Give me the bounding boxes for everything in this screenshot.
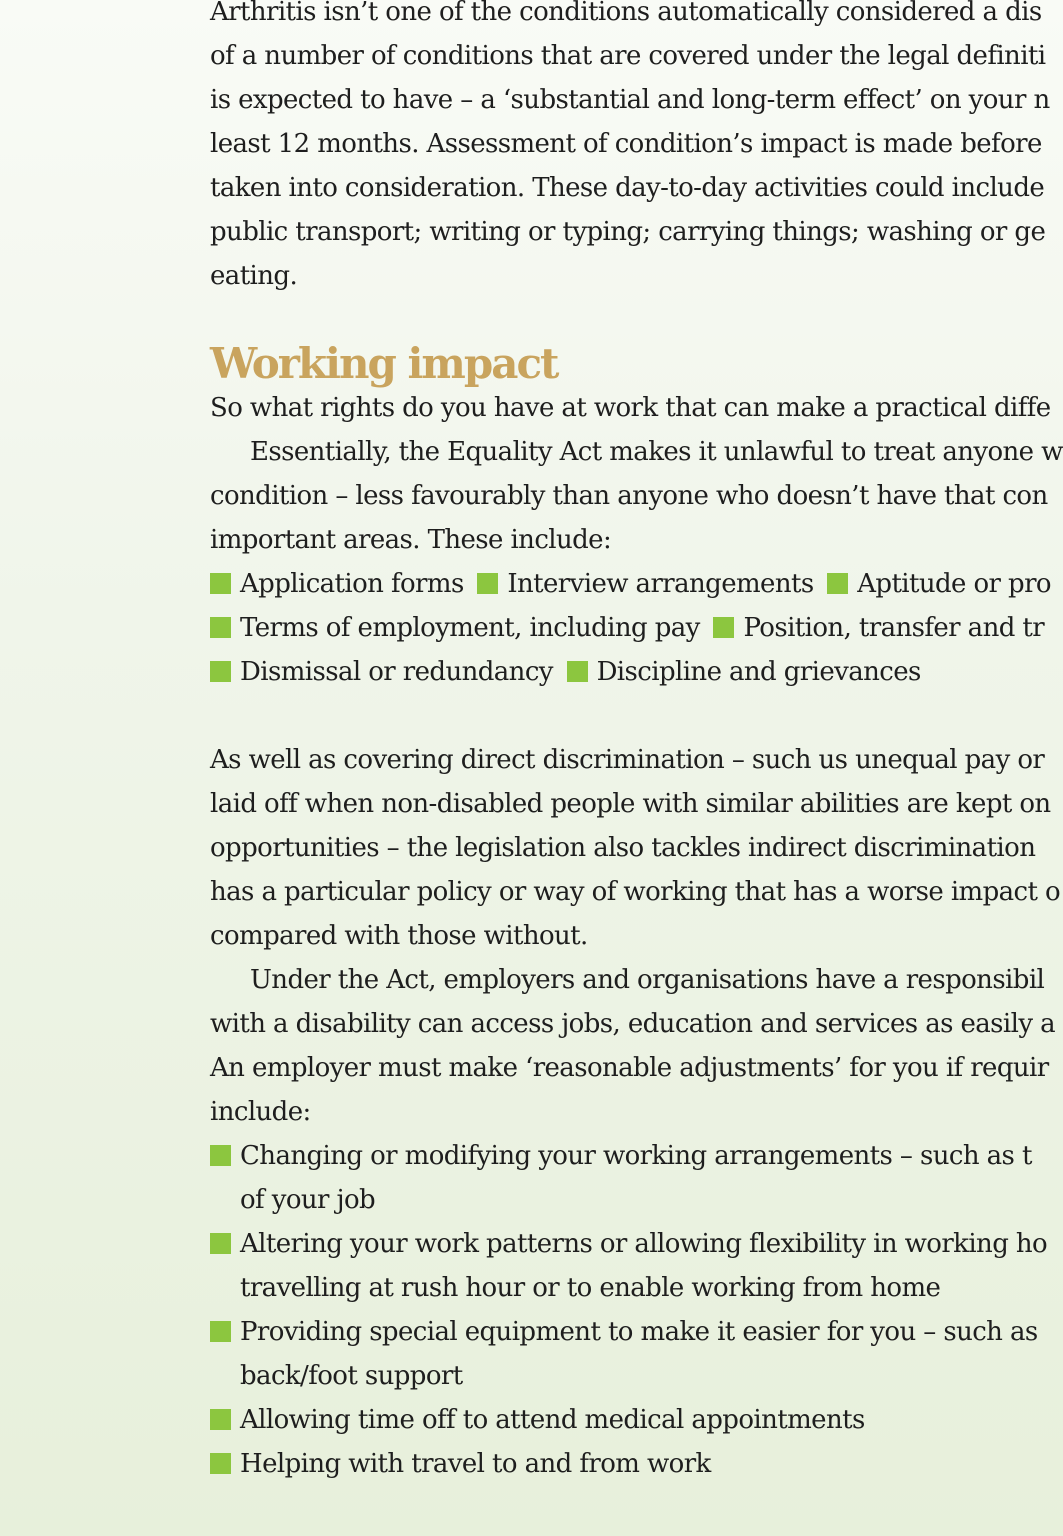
text-line: condition – less favourably than anyone who doesn’t have that con [210,481,1048,511]
text-line: An employer must make ‘reasonable adjustments’ for you if requir [210,1053,1049,1083]
bullet-square-icon [567,661,588,682]
list-item: Discipline and grievances [596,657,921,687]
bullet-square-icon [827,573,848,594]
text-line: least 12 months. Assessment of condition’s impact is made before [210,129,1042,159]
bullet-square-icon [210,1321,231,1342]
text-line: Essentially, the Equality Act makes it unlawful to treat anyone w [250,437,1063,467]
text-line: As well as covering direct discrimination – such us unequal pay or [210,745,1045,775]
text-line: laid off when non-disabled people with similar abilities are kept on [210,789,1051,819]
text-line: has a particular policy or way of working that has a worse impact o [210,877,1061,907]
list-item: Aptitude or pro [857,569,1051,599]
text-line: Arthritis isn’t one of the conditions automatically considered a dis [210,0,1042,27]
bullet-square-icon [210,1409,231,1430]
text-line: Under the Act, employers and organisations have a responsibil [250,965,1045,995]
text-line: opportunities – the legislation also tackles indirect discrimination [210,833,1036,863]
list-item: Terms of employment, including pay [240,613,700,643]
bullet-square-icon [210,573,231,594]
bullet-square-icon [477,573,498,594]
bullet-square-icon [210,661,231,682]
text-line: is expected to have – a ‘substantial and long-term effect’ on your n [210,85,1050,115]
list-item-continued: back/foot support [240,1361,463,1391]
list-item: Changing or modifying your working arrangements – such as t [210,1134,1024,1178]
text-line: compared with those without. [210,921,588,951]
list-row [210,562,1051,606]
areas-list [210,562,1051,694]
list-item: Allowing time off to attend medical appointments [210,1398,1024,1442]
paragraph-responsibility [210,958,1056,1134]
adjustments-list [210,1134,1048,1486]
list-item: Providing special equipment to make it easier for you – such as [210,1310,1024,1354]
text-line: public transport; writing or typing; carrying things; washing or ge [210,217,1046,247]
list-row [210,650,1024,694]
text-line: eating. [210,261,298,291]
list-item: Position, transfer and tr [743,613,1045,643]
document-page [210,0,1063,1486]
list-row [210,606,1045,650]
text-line: important areas. These include: [210,525,612,555]
section-heading: Working impact [210,339,558,388]
list-item: Interview arrangements [507,569,814,599]
list-item-continued: travelling at rush hour or to enable working from home [240,1273,941,1303]
list-item-continued: of your job [240,1185,376,1215]
bullet-square-icon [210,617,231,638]
paragraph-discrimination [210,738,1061,958]
list-item: Altering your work patterns or allowing flexibility in working ho [210,1222,1024,1266]
text-line: taken into consideration. These day-to-day activities could include [210,173,1045,203]
list-item: Application forms [240,569,464,599]
list-item: Dismissal or redundancy [240,657,553,687]
intro-paragraph [210,0,1050,298]
text-line: with a disability can access jobs, education and services as easily a [210,1009,1056,1039]
bullet-square-icon [210,1145,231,1166]
bullet-square-icon [210,1453,231,1474]
bullet-square-icon [713,617,734,638]
bullet-square-icon [210,1233,231,1254]
paragraph-rights [210,386,1063,562]
text-line: of a number of conditions that are covered under the legal definiti [210,41,1046,71]
text-line: So what rights do you have at work that can make a practical diffe [210,393,1051,423]
text-line: include: [210,1097,311,1127]
list-item: Helping with travel to and from work [210,1442,1024,1486]
